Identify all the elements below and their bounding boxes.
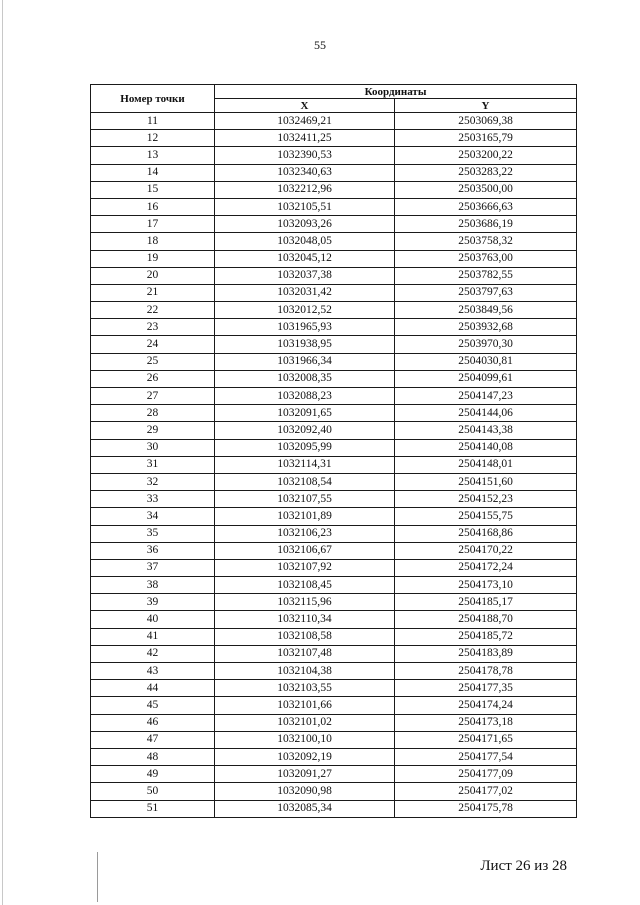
y-coordinate-cell: 2504178,78 (395, 663, 577, 680)
table-row (91, 473, 577, 490)
x-coordinate-cell: 1032108,54 (215, 473, 395, 490)
point-number-cell: 25 (91, 353, 215, 370)
y-coordinate-cell: 2504147,23 (395, 388, 577, 405)
x-coordinate-cell: 1032091,65 (215, 405, 395, 422)
header-coordinates: Координаты (215, 85, 577, 99)
point-number-cell: 17 (91, 216, 215, 233)
point-number-cell: 51 (91, 800, 215, 817)
table-row (91, 233, 577, 250)
y-coordinate-cell: 2504173,18 (395, 714, 577, 731)
x-coordinate-cell: 1032045,12 (215, 250, 395, 267)
x-coordinate-cell: 1031966,34 (215, 353, 395, 370)
y-coordinate-cell: 2504151,60 (395, 473, 577, 490)
y-coordinate-cell: 2504172,24 (395, 559, 577, 576)
x-coordinate-cell: 1032095,99 (215, 439, 395, 456)
table-row (91, 525, 577, 542)
y-coordinate-cell: 2503970,30 (395, 336, 577, 353)
point-number-cell: 29 (91, 422, 215, 439)
point-number-cell: 42 (91, 645, 215, 662)
point-number-cell: 27 (91, 388, 215, 405)
y-coordinate-cell: 2503758,32 (395, 233, 577, 250)
point-number-cell: 46 (91, 714, 215, 731)
table-row (91, 748, 577, 765)
margin-tick (97, 852, 98, 902)
table-row (91, 680, 577, 697)
x-coordinate-cell: 1032104,38 (215, 663, 395, 680)
x-coordinate-cell: 1032106,23 (215, 525, 395, 542)
x-coordinate-cell: 1032107,48 (215, 645, 395, 662)
point-number-cell: 14 (91, 164, 215, 181)
table-row (91, 370, 577, 387)
table-row (91, 731, 577, 748)
x-coordinate-cell: 1032085,34 (215, 800, 395, 817)
header-y: Y (395, 99, 577, 113)
y-coordinate-cell: 2504177,54 (395, 748, 577, 765)
table-row (91, 714, 577, 731)
table-row (91, 577, 577, 594)
x-coordinate-cell: 1032106,67 (215, 542, 395, 559)
x-coordinate-cell: 1032107,92 (215, 559, 395, 576)
point-number-cell: 18 (91, 233, 215, 250)
table-row (91, 113, 577, 130)
x-coordinate-cell: 1032048,05 (215, 233, 395, 250)
x-coordinate-cell: 1032101,89 (215, 508, 395, 525)
x-coordinate-cell: 1032108,45 (215, 577, 395, 594)
y-coordinate-cell: 2504173,10 (395, 577, 577, 594)
point-number-cell: 34 (91, 508, 215, 525)
table-row (91, 405, 577, 422)
y-coordinate-cell: 2504144,06 (395, 405, 577, 422)
y-coordinate-cell: 2504177,09 (395, 766, 577, 783)
point-number-cell: 28 (91, 405, 215, 422)
y-coordinate-cell: 2503165,79 (395, 130, 577, 147)
y-coordinate-cell: 2503686,19 (395, 216, 577, 233)
y-coordinate-cell: 2503932,68 (395, 319, 577, 336)
table-row (91, 611, 577, 628)
y-coordinate-cell: 2504183,89 (395, 645, 577, 662)
x-coordinate-cell: 1032008,35 (215, 370, 395, 387)
y-coordinate-cell: 2504171,65 (395, 731, 577, 748)
table-row (91, 559, 577, 576)
y-coordinate-cell: 2504143,38 (395, 422, 577, 439)
header-point-number: Номер точки (91, 85, 215, 113)
point-number-cell: 21 (91, 284, 215, 301)
table-row (91, 439, 577, 456)
point-number-cell: 23 (91, 319, 215, 336)
sheet-footer: Лист 26 из 28 (480, 858, 567, 874)
table-row (91, 766, 577, 783)
point-number-cell: 48 (91, 748, 215, 765)
table-row (91, 336, 577, 353)
y-coordinate-cell: 2503797,63 (395, 284, 577, 301)
y-coordinate-cell: 2504185,17 (395, 594, 577, 611)
point-number-cell: 44 (91, 680, 215, 697)
table-row (91, 594, 577, 611)
y-coordinate-cell: 2504174,24 (395, 697, 577, 714)
point-number-cell: 35 (91, 525, 215, 542)
x-coordinate-cell: 1032411,25 (215, 130, 395, 147)
x-coordinate-cell: 1032092,19 (215, 748, 395, 765)
point-number-cell: 33 (91, 491, 215, 508)
point-number-cell: 19 (91, 250, 215, 267)
point-number-cell: 39 (91, 594, 215, 611)
table-row (91, 198, 577, 215)
table-row (91, 216, 577, 233)
y-coordinate-cell: 2504030,81 (395, 353, 577, 370)
point-number-cell: 13 (91, 147, 215, 164)
binding-line (2, 0, 3, 905)
x-coordinate-cell: 1032012,52 (215, 302, 395, 319)
x-coordinate-cell: 1032088,23 (215, 388, 395, 405)
point-number-cell: 37 (91, 559, 215, 576)
point-number-cell: 30 (91, 439, 215, 456)
table-row (91, 267, 577, 284)
y-coordinate-cell: 2503500,00 (395, 181, 577, 198)
x-coordinate-cell: 1032469,21 (215, 113, 395, 130)
x-coordinate-cell: 1031965,93 (215, 319, 395, 336)
table-row (91, 697, 577, 714)
table-row (91, 628, 577, 645)
point-number-cell: 26 (91, 370, 215, 387)
x-coordinate-cell: 1032340,63 (215, 164, 395, 181)
table-row (91, 422, 577, 439)
x-coordinate-cell: 1032090,98 (215, 783, 395, 800)
y-coordinate-cell: 2503283,22 (395, 164, 577, 181)
table-row (91, 491, 577, 508)
y-coordinate-cell: 2503849,56 (395, 302, 577, 319)
y-coordinate-cell: 2504170,22 (395, 542, 577, 559)
x-coordinate-cell: 1032101,02 (215, 714, 395, 731)
point-number-cell: 43 (91, 663, 215, 680)
y-coordinate-cell: 2504148,01 (395, 456, 577, 473)
table-row (91, 388, 577, 405)
x-coordinate-cell: 1032110,34 (215, 611, 395, 628)
point-number-cell: 36 (91, 542, 215, 559)
y-coordinate-cell: 2504185,72 (395, 628, 577, 645)
point-number-cell: 32 (91, 473, 215, 490)
point-number-cell: 50 (91, 783, 215, 800)
x-coordinate-cell: 1032114,31 (215, 456, 395, 473)
x-coordinate-cell: 1032093,26 (215, 216, 395, 233)
x-coordinate-cell: 1032108,58 (215, 628, 395, 645)
point-number-cell: 47 (91, 731, 215, 748)
table-row (91, 542, 577, 559)
point-number-cell: 40 (91, 611, 215, 628)
y-coordinate-cell: 2504099,61 (395, 370, 577, 387)
x-coordinate-cell: 1031938,95 (215, 336, 395, 353)
point-number-cell: 41 (91, 628, 215, 645)
page-number: 55 (314, 38, 326, 52)
point-number-cell: 16 (91, 198, 215, 215)
x-coordinate-cell: 1032390,53 (215, 147, 395, 164)
y-coordinate-cell: 2503782,55 (395, 267, 577, 284)
table-row (91, 800, 577, 817)
table-row (91, 456, 577, 473)
y-coordinate-cell: 2503200,22 (395, 147, 577, 164)
point-number-cell: 31 (91, 456, 215, 473)
x-coordinate-cell: 1032091,27 (215, 766, 395, 783)
x-coordinate-cell: 1032101,66 (215, 697, 395, 714)
y-coordinate-cell: 2504188,70 (395, 611, 577, 628)
table-row (91, 250, 577, 267)
table-row (91, 508, 577, 525)
header-x: X (215, 99, 395, 113)
table-row (91, 302, 577, 319)
x-coordinate-cell: 1032103,55 (215, 680, 395, 697)
coordinates-table (90, 84, 577, 818)
y-coordinate-cell: 2503666,63 (395, 198, 577, 215)
x-coordinate-cell: 1032031,42 (215, 284, 395, 301)
table-row (91, 164, 577, 181)
point-number-cell: 45 (91, 697, 215, 714)
point-number-cell: 12 (91, 130, 215, 147)
point-number-cell: 22 (91, 302, 215, 319)
y-coordinate-cell: 2504152,23 (395, 491, 577, 508)
x-coordinate-cell: 1032100,10 (215, 731, 395, 748)
x-coordinate-cell: 1032115,96 (215, 594, 395, 611)
point-number-cell: 24 (91, 336, 215, 353)
table-row (91, 319, 577, 336)
table-body (91, 113, 577, 818)
point-number-cell: 20 (91, 267, 215, 284)
x-coordinate-cell: 1032212,96 (215, 181, 395, 198)
table-row (91, 284, 577, 301)
y-coordinate-cell: 2503069,38 (395, 113, 577, 130)
table-header (91, 85, 577, 113)
table-row (91, 147, 577, 164)
x-coordinate-cell: 1032105,51 (215, 198, 395, 215)
x-coordinate-cell: 1032092,40 (215, 422, 395, 439)
y-coordinate-cell: 2504175,78 (395, 800, 577, 817)
table-row (91, 130, 577, 147)
table-row (91, 645, 577, 662)
point-number-cell: 49 (91, 766, 215, 783)
table-row (91, 663, 577, 680)
table-row (91, 181, 577, 198)
point-number-cell: 15 (91, 181, 215, 198)
x-coordinate-cell: 1032037,38 (215, 267, 395, 284)
y-coordinate-cell: 2504168,86 (395, 525, 577, 542)
table-row (91, 353, 577, 370)
y-coordinate-cell: 2504140,08 (395, 439, 577, 456)
y-coordinate-cell: 2504177,02 (395, 783, 577, 800)
y-coordinate-cell: 2503763,00 (395, 250, 577, 267)
point-number-cell: 11 (91, 113, 215, 130)
y-coordinate-cell: 2504177,35 (395, 680, 577, 697)
point-number-cell: 38 (91, 577, 215, 594)
table-row (91, 783, 577, 800)
y-coordinate-cell: 2504155,75 (395, 508, 577, 525)
x-coordinate-cell: 1032107,55 (215, 491, 395, 508)
